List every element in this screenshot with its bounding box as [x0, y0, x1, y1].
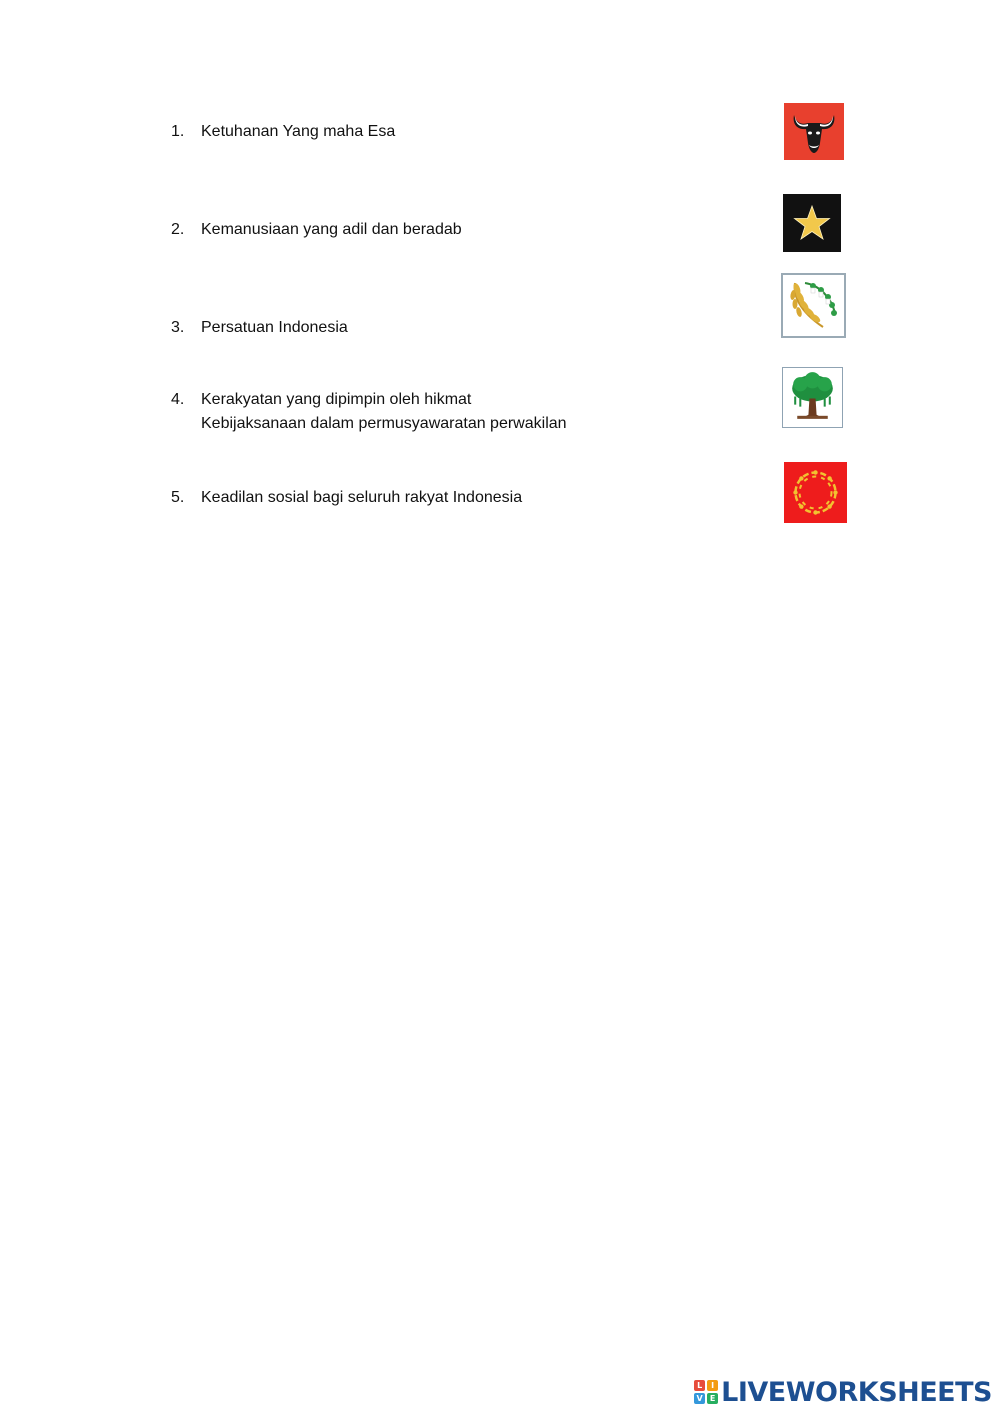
banyan-tree-icon[interactable] [782, 367, 843, 428]
item-text-line-2: Kebijaksanaan dalam permusyawaratan perwakilan [201, 415, 567, 432]
item-text: Keadilan sosial bagi seluruh rakyat Indonesia [201, 489, 523, 506]
item-number: 5. [171, 489, 185, 506]
item-text-line-1: Kerakyatan yang dipimpin oleh hikmat [201, 391, 472, 408]
item-text: Kemanusiaan yang adil dan beradab [201, 221, 462, 238]
star-icon[interactable] [783, 194, 841, 252]
brand-name: LIVEWORKSHEETS [721, 1376, 992, 1408]
logo-letter-l: L [694, 1380, 705, 1391]
logo-letter-e: E [707, 1393, 718, 1404]
logo-letter-i: I [707, 1380, 718, 1391]
item-text: Ketuhanan Yang maha Esa [201, 123, 396, 140]
item-text: Persatuan Indonesia [201, 319, 348, 336]
logo-letter-v: V [694, 1393, 705, 1404]
liveworksheets-logo [694, 1377, 992, 1407]
rice-cotton-icon[interactable] [781, 273, 846, 338]
bull-head-icon[interactable] [784, 103, 844, 160]
item-number: 3. [171, 319, 185, 336]
item-number: 4. [171, 391, 185, 408]
chain-icon[interactable] [784, 462, 847, 523]
item-number: 1. [171, 123, 185, 140]
liveworksheets-logo-icon [694, 1380, 718, 1404]
item-number: 2. [171, 221, 185, 238]
